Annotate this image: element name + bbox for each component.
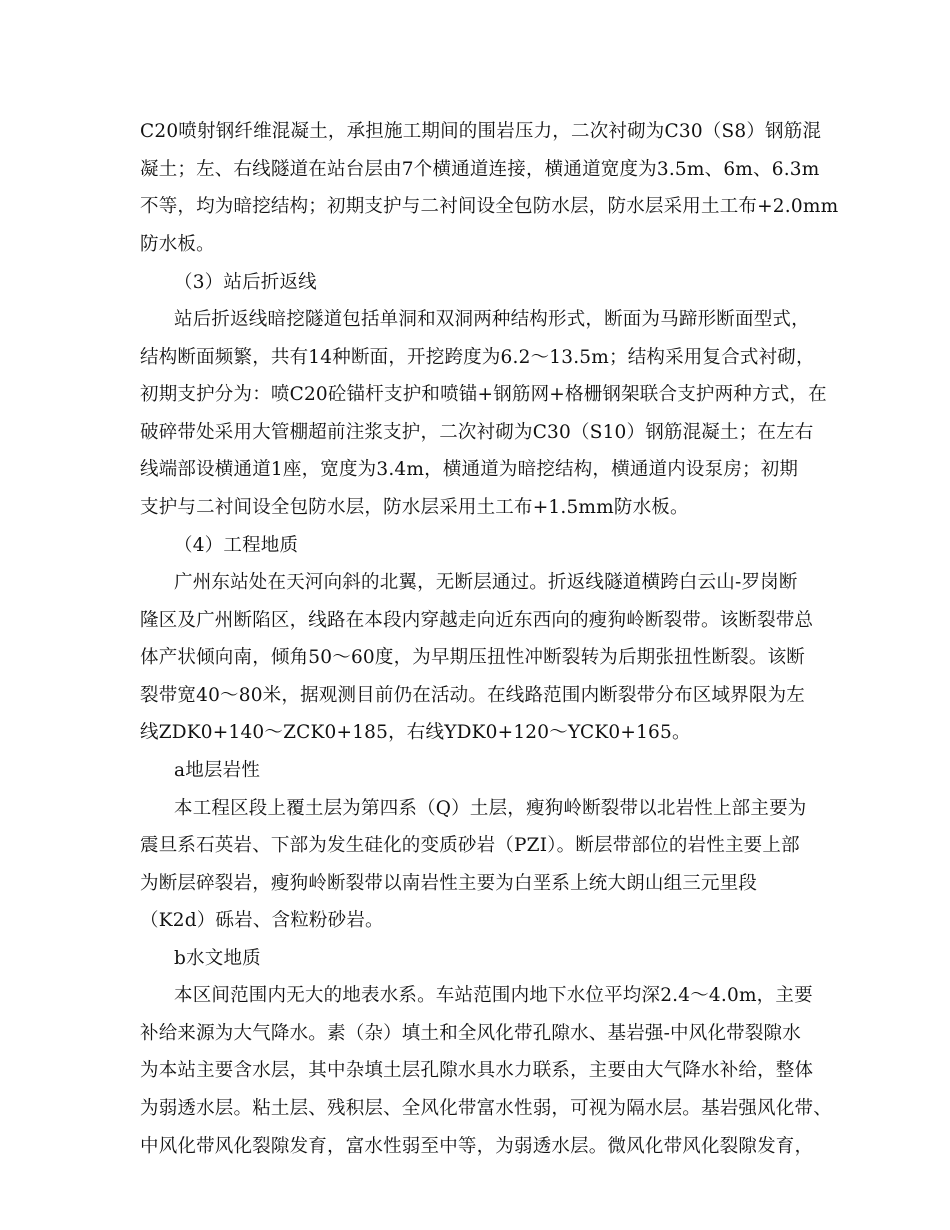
text-line: C20喷射钢纤维混凝土，承担施工期间的围岩压力，二次衬砌为C30（S8）钢筋混 xyxy=(140,121,822,142)
text-line: 破碎带处采用大管棚超前注浆支护，二次衬砌为C30（S10）钢筋混凝土；在左右 xyxy=(140,422,814,443)
text-line: 初期支护分为：喷C20砼锚杆支护和喷锚+钢筋网+格栅钢架联合支护两种方式，在 xyxy=(140,384,827,405)
text-line: 震旦系石英岩、下部为发生硅化的变质砂岩（PZI）。断层带部位的岩性主要上部 xyxy=(140,835,800,856)
text-line: 中风化带风化裂隙发育，富水性弱至中等，为弱透水层。微风化带风化裂隙发育， xyxy=(140,1136,814,1157)
text-line: 结构断面频繁，共有14种断面，开挖跨度为6.2～13.5m；结构采用复合式衬砌， xyxy=(140,347,815,368)
text-line: 防水板。 xyxy=(140,234,215,255)
subsection-heading: a地层岩性 xyxy=(174,760,261,781)
paragraph-first-line: 站后折返线暗挖隧道包括单洞和双洞两种结构形式，断面为马蹄形断面型式， xyxy=(174,309,810,330)
paragraph-first-line: 广州东站处在天河向斜的北翼，无断层通过。折返线隧道横跨白云山-罗岗断 xyxy=(174,572,798,593)
text-line: 补给来源为大气降水。素（杂）填土和全风化带孔隙水、基岩强-中风化带裂隙水 xyxy=(140,1023,801,1044)
subsection-heading: b水文地质 xyxy=(174,948,261,969)
text-line: 裂带宽40～80米，据观测目前仍在活动。在线路范围内断裂带分布区域界限为左 xyxy=(140,685,805,706)
text-line: 支护与二衬间设全包防水层，防水层采用土工布+1.5mm防水板。 xyxy=(140,497,689,518)
paragraph-first-line: 本区间范围内无大的地表水系。车站范围内地下水位平均深2.4～4.0m，主要 xyxy=(174,985,813,1006)
text-line: 体产状倾向南，倾角50～60度，为早期压扭性冲断裂转为后期张扭性断裂。该断 xyxy=(140,647,805,668)
text-line: 为弱透水层。粘土层、残积层、全风化带富水性弱，可视为隔水层。基岩强风化带、 xyxy=(140,1098,832,1119)
text-line: 凝土；左、右线隧道在站台层由7个横通道连接，横通道宽度为3.5m、6m、6.3m xyxy=(140,159,820,180)
section-heading: （3）站后折返线 xyxy=(174,272,317,293)
section-heading: （4）工程地质 xyxy=(174,535,299,556)
text-line: 线ZDK0+140～ZCK0+185，右线YDK0+120～YCK0+165。 xyxy=(140,722,691,743)
text-line: 为本站主要含水层，其中杂填土层孔隙水具水力联系，主要由大气降水补给，整体 xyxy=(140,1060,814,1081)
text-line: 为断层碎裂岩，瘦狗岭断裂带以南岩性主要为白垩系上统大朗山组三元里段 xyxy=(140,873,758,894)
text-line: 隆区及广州断陷区，线路在本段内穿越走向近东西向的瘦狗岭断裂带。该断裂带总 xyxy=(140,610,814,631)
text-line: 不等，均为暗挖结构；初期支护与二衬间设全包防水层，防水层采用土工布+2.0mm xyxy=(140,196,839,217)
text-line: 线端部设横通道1座，宽度为3.4m，横通道为暗挖结构，横通道内设泵房；初期 xyxy=(140,459,799,480)
text-line: （K2d）砾岩、含粒粉砂岩。 xyxy=(140,910,384,931)
paragraph-first-line: 本工程区段上覆土层为第四系（Q）土层，瘦狗岭断裂带以北岩性上部主要为 xyxy=(174,798,807,819)
